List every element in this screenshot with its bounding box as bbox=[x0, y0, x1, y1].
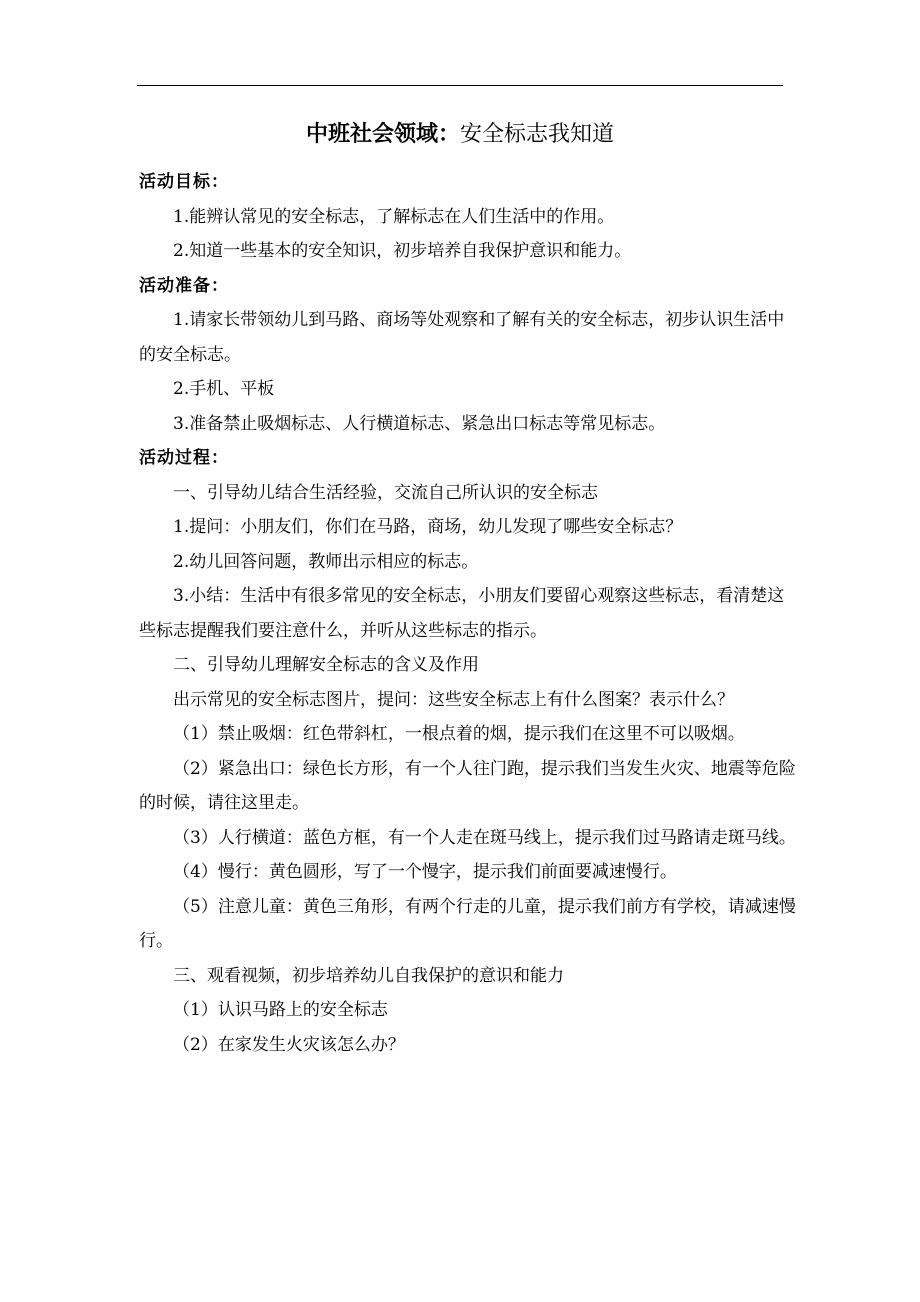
page-title bbox=[0, 118, 920, 151]
title-topic: 安全标志我知道 bbox=[460, 122, 615, 147]
section-title: 二、引导幼儿理解安全标志的含义及作用 bbox=[173, 655, 479, 675]
prep-item: 2.手机、平板 bbox=[173, 379, 275, 399]
sign-item: （3）人行横道：蓝色方框，有一个人走在斑马线上，提示我们过马路请走斑马线。 bbox=[173, 827, 796, 848]
prep-item: 1.请家长带领幼儿到马路、商场等处观察和了解有关的安全标志，初步认识生活中的安全标志。 bbox=[139, 310, 785, 365]
process-item: 2.幼儿回答问题，教师出示相应的标志。 bbox=[173, 551, 479, 572]
video-item: （2）在家发生火灾该怎么办？ bbox=[173, 1034, 405, 1055]
goal-item: 2.知道一些基本的安全知识，初步培养自我保护意识和能力。 bbox=[173, 241, 632, 261]
process-item: 3.小结：生活中有很多常见的安全标志，小朋友们要留心观察这些标志，看清楚这些标志提醒我们要注意什么，并听从这些标志的指示。 bbox=[139, 586, 785, 641]
sign-item: （2）紧急出口：绿色长方形，有一个人往门跑，提示我们当发生火灾、地震等危险的时候，请往这里走。 bbox=[139, 758, 796, 813]
goal-item: 1.能辨认常见的安全标志，了解标志在人们生活中的作用。 bbox=[173, 206, 615, 227]
prep-heading: 活动准备： bbox=[139, 275, 229, 296]
process-item: 1.提问：小朋友们，你们在马路，商场，幼儿发现了哪些安全标志？ bbox=[173, 517, 683, 537]
prep-item: 3.准备禁止吸烟标志、人行横道标志、紧急出口标志等常见标志。 bbox=[173, 413, 666, 434]
document-body bbox=[139, 165, 799, 1062]
sign-item: （1）禁止吸烟：红色带斜杠，一根点着的烟，提示我们在这里不可以吸烟。 bbox=[173, 724, 745, 744]
header-rule bbox=[137, 85, 783, 86]
sign-item: （4）慢行：黄色圆形，写了一个慢字，提示我们前面要减速慢行。 bbox=[173, 862, 677, 882]
section-intro: 出示常见的安全标志图片，提问：这些安全标志上有什么图案？表示什么？ bbox=[173, 689, 734, 710]
sign-item: （5）注意儿童：黄色三角形，有两个行走的儿童，提示我们前方有学校，请减速慢行。 bbox=[139, 896, 796, 951]
process-heading: 活动过程： bbox=[139, 448, 229, 468]
section-title: 一、引导幼儿结合生活经验，交流自己所认识的安全标志 bbox=[173, 482, 598, 503]
video-item: （1）认识马路上的安全标志 bbox=[173, 1000, 388, 1020]
title-subject: 中班社会领域： bbox=[305, 121, 460, 147]
section-title: 三、观看视频，初步培养幼儿自我保护的意识和能力 bbox=[173, 965, 564, 986]
goals-heading: 活动目标： bbox=[139, 172, 229, 192]
